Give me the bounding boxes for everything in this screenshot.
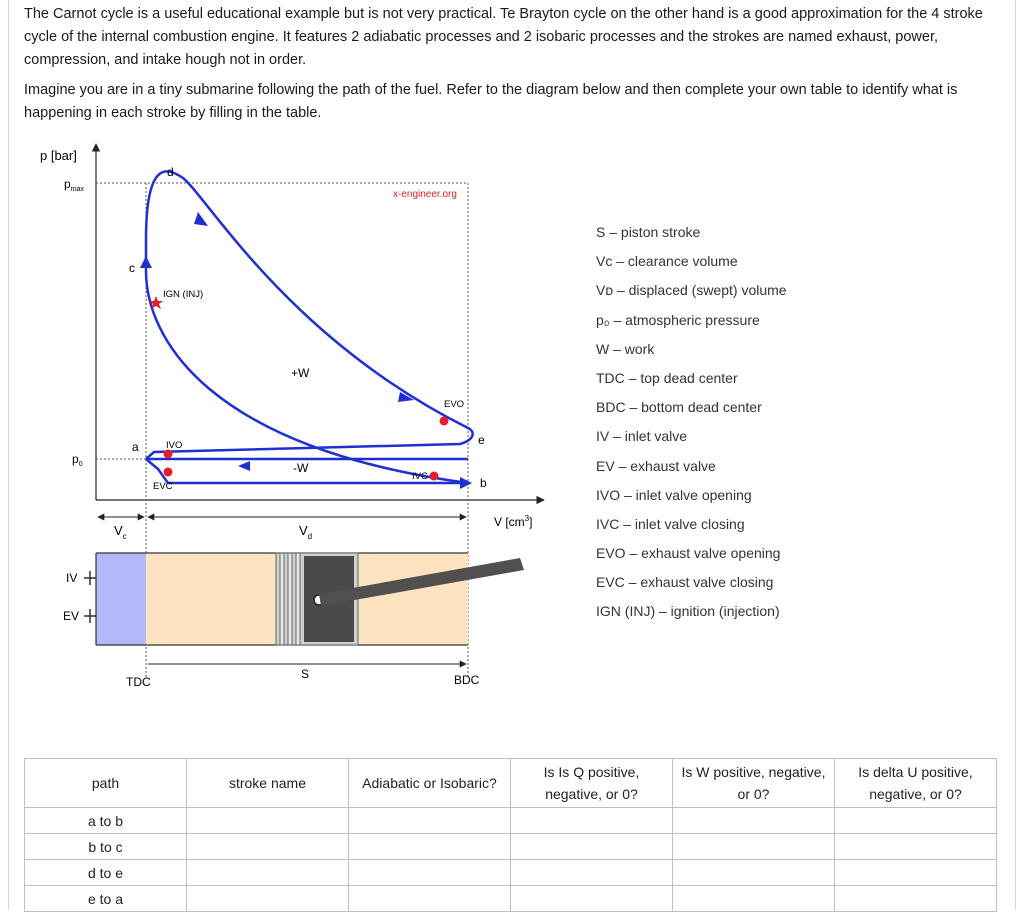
answer-cell[interactable] — [835, 834, 997, 860]
iv-label: IV — [66, 571, 78, 585]
header-delta-u-sign: Is delta U positive, negative, or 0? — [835, 759, 997, 808]
header-w-sign: Is W positive, negative, or 0? — [673, 759, 835, 808]
legend-item: EVC – exhaust valve closing — [596, 574, 774, 591]
evo-label: EVO — [444, 399, 465, 410]
answer-cell[interactable] — [673, 808, 835, 834]
x-axis-label: V $[cm^3]$ — [494, 514, 533, 529]
legend-item: IVC – inlet valve closing — [596, 515, 745, 532]
watermark: x-engineer.org — [393, 189, 457, 200]
header-adiabatic-isobaric: Adiabatic or Isobaric? — [349, 759, 511, 808]
piston-rings — [280, 553, 300, 645]
legend-item: IVO – inlet valve opening — [596, 486, 752, 503]
answer-cell[interactable] — [349, 886, 511, 912]
point-e-label: e — [478, 433, 485, 447]
answer-cell[interactable] — [187, 860, 349, 886]
answer-cell[interactable] — [349, 860, 511, 886]
point-c-label: c — [129, 261, 135, 275]
s-label: S — [301, 667, 310, 681]
evc-label: EVC — [153, 481, 173, 492]
legend-item: Vᴅ – displaced (swept) volume — [596, 282, 787, 299]
evc-marker — [164, 468, 173, 477]
vc-label: $V_c$ — [114, 523, 127, 541]
positive-work-label: +W — [291, 366, 310, 380]
ivo-label: IVO — [166, 440, 183, 451]
ivc-marker — [430, 472, 439, 481]
answer-cell[interactable] — [835, 860, 997, 886]
cycle-curves — [146, 171, 473, 483]
point-a-label: a — [132, 440, 139, 454]
clearance-volume — [96, 553, 146, 645]
vd-label: $V_d$ — [299, 523, 313, 541]
legend-item: EV – exhaust valve — [596, 457, 716, 474]
answer-cell[interactable] — [673, 834, 835, 860]
legend-item: p₀ – atmospheric pressure — [596, 311, 760, 328]
legend-item: Vᴄ – clearance volume — [596, 253, 738, 270]
answer-cell[interactable] — [673, 886, 835, 912]
table-row — [25, 860, 997, 886]
evo-marker — [440, 417, 449, 426]
table-row — [25, 834, 997, 860]
answer-cell[interactable] — [349, 834, 511, 860]
answer-cell[interactable] — [835, 886, 997, 912]
answer-cell[interactable] — [673, 860, 835, 886]
answer-cell[interactable] — [511, 834, 673, 860]
answer-cell[interactable] — [187, 886, 349, 912]
header-path: path — [25, 759, 187, 808]
path-cell: d to e — [25, 860, 187, 886]
ev-label: EV — [63, 609, 80, 623]
table-row — [25, 886, 997, 912]
answer-cell[interactable] — [187, 834, 349, 860]
point-b-label: b — [480, 476, 487, 490]
answer-cell[interactable] — [349, 808, 511, 834]
p0-label: $p_0$ — [72, 452, 83, 468]
point-d-label: d — [167, 165, 174, 179]
answer-cell[interactable] — [511, 808, 673, 834]
table-row — [25, 808, 997, 834]
instruction-paragraph: Imagine you are in a tiny submarine following the path of the fuel. Refer to the diagram below and then complete your own table to identify what is happening in each stroke by filling in the table. — [24, 82, 958, 121]
legend-item: BDC – bottom dead center — [596, 399, 762, 416]
pmax-label: $p_{max}$ — [64, 177, 84, 193]
legend-item: EVO – exhaust valve opening — [596, 545, 781, 562]
y-axis-label: p [bar] — [40, 148, 77, 163]
legend — [596, 220, 787, 629]
intro-paragraph: The Carnot cycle is a useful educational example but is not very practical. Te Brayton cycle on the other hand is a good approximation for the 4 stroke cycle of the internal combustion engine. It features 2 adiabatic processes and 2 isobaric processes and the strokes are named exhaust, power, compression, and intake hough not in order. — [24, 6, 983, 68]
legend-item: TDC – top dead center — [596, 369, 738, 386]
path-cell: a to b — [25, 808, 187, 834]
ign-label: IGN (INJ) — [163, 289, 204, 300]
header-q-sign: Is Is Q positive, negative, or 0? — [511, 759, 673, 808]
answer-cell[interactable] — [187, 808, 349, 834]
path-cell: b to c — [25, 834, 187, 860]
stroke-table — [24, 758, 997, 912]
legend-item: IV – inlet valve — [596, 428, 688, 445]
table-header-row — [25, 759, 997, 808]
bdc-label: BDC — [454, 673, 480, 687]
negative-work-label: -W — [293, 461, 309, 475]
answer-cell[interactable] — [835, 808, 997, 834]
header-stroke-name: stroke name — [187, 759, 349, 808]
path-cell: e to a — [25, 886, 187, 912]
pv-diagram — [28, 138, 568, 698]
legend-item: IGN (INJ) – ignition (injection) — [596, 603, 780, 620]
tdc-label: TDC — [126, 675, 151, 689]
ivc-label: IVC — [412, 471, 428, 482]
legend-item: W – work — [596, 340, 655, 357]
legend-item: S – piston stroke — [596, 224, 701, 240]
answer-cell[interactable] — [511, 860, 673, 886]
answer-cell[interactable] — [511, 886, 673, 912]
valves — [84, 571, 96, 623]
